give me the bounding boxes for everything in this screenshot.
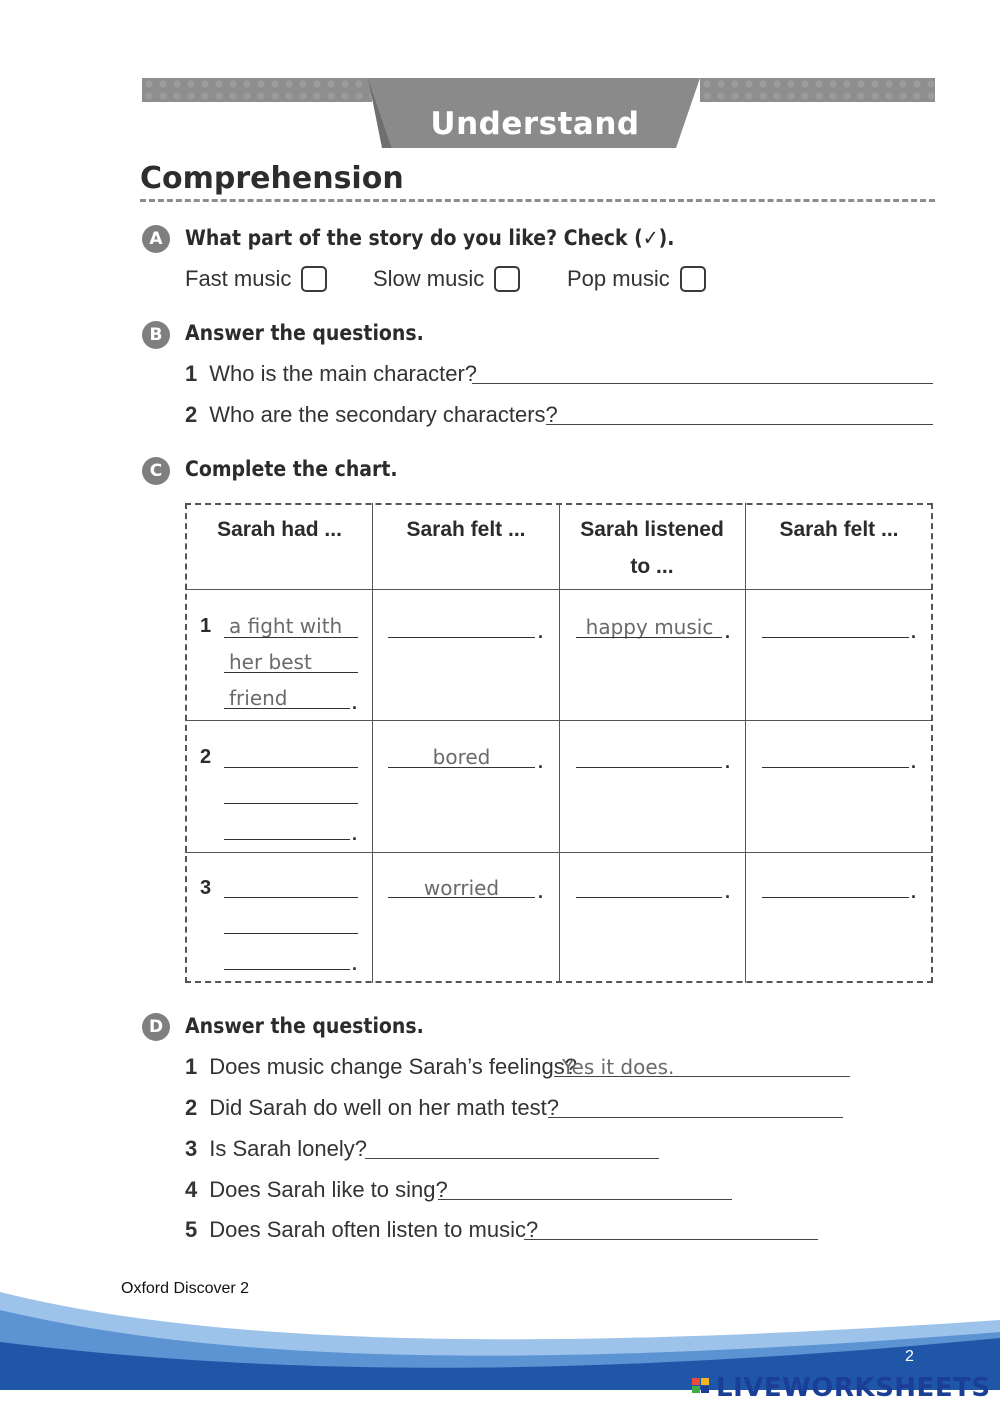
row1-had-line3: friend <box>229 686 288 710</box>
answer-line-d2[interactable] <box>548 1117 843 1118</box>
row1-felt2-underline[interactable] <box>762 637 909 638</box>
section-rule <box>140 199 935 202</box>
question-number: 1 <box>185 361 198 386</box>
row3-felt2-underline[interactable] <box>762 897 909 898</box>
row1-had-line1: a fight with <box>229 614 343 638</box>
section-d-badge: D <box>142 1013 170 1041</box>
question-text: Does music change Sarah’s feelings? <box>209 1054 577 1079</box>
row-number: 3 <box>200 877 212 899</box>
banner-title: Understand <box>430 106 640 142</box>
period: . <box>911 622 917 642</box>
checkbox-pop-music[interactable] <box>680 266 706 292</box>
question-d2 <box>185 1095 559 1121</box>
liveworksheets-logo-icon <box>692 1378 718 1400</box>
question-text: Does Sarah like to sing? <box>209 1177 448 1202</box>
row1-had-underline2[interactable] <box>224 672 358 673</box>
answer-line-b1[interactable] <box>472 383 933 384</box>
section-c-badge: C <box>142 457 170 485</box>
question-d5 <box>185 1217 538 1243</box>
row1-listened-underline[interactable] <box>576 637 722 638</box>
question-text: Does Sarah often listen to music? <box>209 1217 539 1242</box>
row2-had-underline1[interactable] <box>224 767 358 768</box>
table-header: Sarah felt ... <box>406 518 526 541</box>
row-divider <box>185 852 933 853</box>
row3-listened-underline[interactable] <box>576 897 722 898</box>
question-number: 5 <box>185 1217 198 1242</box>
question-d3 <box>185 1136 367 1162</box>
row1-felt-underline[interactable] <box>388 637 535 638</box>
option-slow-music <box>373 266 520 292</box>
question-b2 <box>185 402 558 428</box>
section-title: Comprehension <box>140 161 404 196</box>
row3-felt-underline[interactable] <box>388 897 535 898</box>
question-number: 2 <box>185 402 198 427</box>
liveworksheets-brand[interactable]: LIVEWORKSHEETS <box>716 1373 991 1403</box>
period: . <box>911 882 917 902</box>
row-divider <box>185 720 933 721</box>
question-text: Is Sarah lonely? <box>209 1136 368 1161</box>
answer-line-b2[interactable] <box>546 424 933 425</box>
answer-line-d3[interactable] <box>365 1158 659 1159</box>
period: . <box>911 752 917 772</box>
row3-had-underline3[interactable] <box>224 969 350 970</box>
row1-had-line2: her best <box>229 650 312 674</box>
page-number: 2 <box>905 1348 914 1365</box>
footer-book-title: Oxford Discover 2 <box>121 1280 250 1297</box>
section-b-badge: B <box>142 321 170 349</box>
period: . <box>352 954 358 974</box>
period: . <box>538 752 544 772</box>
period: . <box>538 622 544 642</box>
question-number: 3 <box>185 1136 198 1161</box>
period: . <box>538 882 544 902</box>
table-header: Sarah had ... <box>217 518 342 541</box>
section-d-heading: Answer the questions. <box>185 1014 424 1038</box>
section-b-heading: Answer the questions. <box>185 321 424 345</box>
row3-had-underline2[interactable] <box>224 933 358 934</box>
period: . <box>725 882 731 902</box>
col-divider <box>559 503 560 983</box>
section-a-heading: What part of the story do you like? Check (✓). <box>185 226 675 250</box>
question-b1 <box>185 361 477 387</box>
col-divider <box>745 503 746 983</box>
row-divider <box>185 589 933 590</box>
question-text: Who are the secondary characters? <box>209 402 558 427</box>
option-label: Fast music <box>185 266 292 291</box>
table-header: Sarah listened to ... <box>580 518 724 578</box>
row2-listened-underline[interactable] <box>576 767 722 768</box>
answer-line-d5[interactable] <box>524 1239 818 1240</box>
period: . <box>352 693 358 713</box>
question-d1 <box>185 1054 577 1080</box>
answer-line-d1[interactable] <box>554 1076 850 1077</box>
row2-felt-underline[interactable] <box>388 767 535 768</box>
checkbox-fast-music[interactable] <box>301 266 327 292</box>
period: . <box>352 824 358 844</box>
answer-line-d4[interactable] <box>438 1199 732 1200</box>
banner-bar-right <box>700 78 935 102</box>
row2-had-underline2[interactable] <box>224 803 358 804</box>
row2-felt2-underline[interactable] <box>762 767 909 768</box>
row1-listened: happy music <box>585 615 714 639</box>
answer-d1: Yes it does. <box>562 1055 675 1079</box>
row2-had-underline3[interactable] <box>224 839 350 840</box>
checkbox-slow-music[interactable] <box>494 266 520 292</box>
question-text: Who is the main character? <box>209 361 478 386</box>
section-a-badge: A <box>142 225 170 253</box>
period: . <box>725 752 731 772</box>
option-label: Pop music <box>567 266 670 291</box>
section-c-heading: Complete the chart. <box>185 457 398 481</box>
col-divider <box>372 503 373 983</box>
table-header: Sarah felt ... <box>779 518 899 541</box>
row1-had-underline3[interactable] <box>224 708 350 709</box>
question-number: 2 <box>185 1095 198 1120</box>
row3-felt: worried <box>423 876 500 900</box>
row2-felt: bored <box>432 745 491 769</box>
option-pop-music <box>567 266 706 292</box>
period: . <box>725 622 731 642</box>
row1-had-underline1[interactable] <box>224 637 358 638</box>
row-number: 1 <box>200 615 212 637</box>
question-d4 <box>185 1177 448 1203</box>
row3-had-underline1[interactable] <box>224 897 358 898</box>
question-number: 1 <box>185 1054 198 1079</box>
row-number: 2 <box>200 746 212 768</box>
question-text: Did Sarah do well on her math test? <box>209 1095 559 1120</box>
banner-bar-left <box>142 78 372 102</box>
option-fast-music <box>185 266 327 292</box>
question-number: 4 <box>185 1177 198 1202</box>
option-label: Slow music <box>373 266 485 291</box>
